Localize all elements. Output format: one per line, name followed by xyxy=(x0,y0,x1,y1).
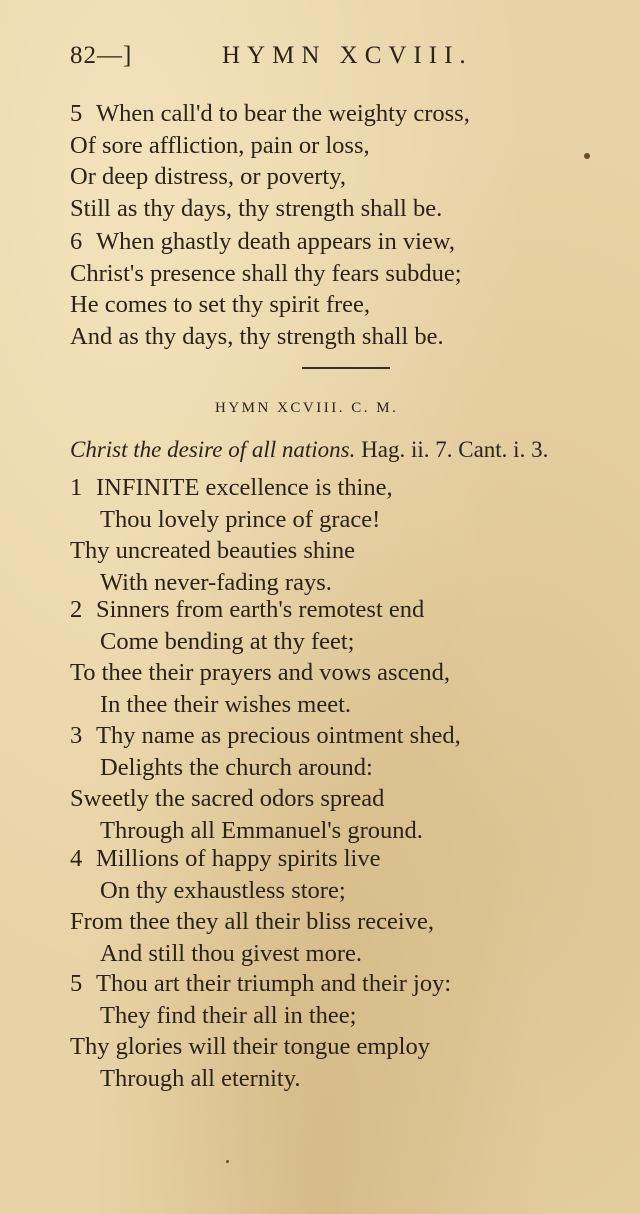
section-divider xyxy=(302,367,390,369)
hymn-verse-5 xyxy=(70,968,630,1094)
verse-line: Sweetly the sacred odors spread xyxy=(70,785,385,812)
verse-line: Thou art their triumph and their joy: xyxy=(96,970,452,997)
verse-line: Through all eternity. xyxy=(100,1064,301,1092)
subtitle-theme: Christ the desire of all nations. xyxy=(70,437,356,462)
verse-line: Millions of happy spirits live xyxy=(96,845,381,872)
page-header xyxy=(70,42,630,82)
verse-line: With never-fading rays. xyxy=(100,568,332,596)
prev-hymn-verse-5 xyxy=(70,98,630,224)
verse-number: 4 xyxy=(70,845,83,872)
verse-line: Thy name as precious ointment shed, xyxy=(96,722,461,749)
verse-number: 2 xyxy=(70,596,83,623)
verse-number: 3 xyxy=(70,722,83,749)
verse-number: 6 xyxy=(70,228,83,255)
verse-number: 5 xyxy=(70,100,83,127)
page-number: 82—] xyxy=(70,42,133,69)
verse-number: 1 xyxy=(70,474,83,501)
verse-line: In thee their wishes meet. xyxy=(100,690,352,718)
verse-line: From thee they all their bliss receive, xyxy=(70,908,434,935)
verse-line: Through all Emmanuel's ground. xyxy=(100,816,423,844)
verse-line: They find their all in thee; xyxy=(100,1001,357,1029)
ink-speck xyxy=(584,153,590,159)
hymn-verse-4 xyxy=(70,843,630,969)
hymn-verse-1 xyxy=(70,472,630,598)
verse-line: Still as thy days, thy strength shall be. xyxy=(70,194,443,222)
verse-line: Come bending at thy feet; xyxy=(100,627,355,655)
running-title: HYMN XCVIII. xyxy=(222,42,473,69)
verse-line: To thee their prayers and vows ascend, xyxy=(70,659,450,686)
verse-line: INFINITE excellence is thine, xyxy=(96,474,393,501)
verse-line: And as thy days, thy strength shall be. xyxy=(70,322,444,350)
hymn-verse-3 xyxy=(70,720,630,846)
verse-line: Thy glories will their tongue employ xyxy=(70,1033,430,1060)
verse-line: Of sore affliction, pain or loss, xyxy=(70,131,370,159)
verse-line: When ghastly death appears in view, xyxy=(96,228,455,255)
ink-speck xyxy=(226,1160,229,1163)
verse-line: Thy uncreated beauties shine xyxy=(70,537,356,564)
hymn-verse-2 xyxy=(70,594,630,720)
verse-line: When call'd to bear the weighty cross, xyxy=(96,100,470,127)
verse-line: Delights the church around: xyxy=(100,753,373,781)
verse-line: Or deep distress, or poverty, xyxy=(70,163,347,190)
hymn-heading: HYMN XCVIII. C. M. xyxy=(215,400,399,416)
verse-line: And still thou givest more. xyxy=(100,939,362,967)
verse-line: Christ's presence shall thy fears subdue; xyxy=(70,259,462,287)
verse-number: 5 xyxy=(70,970,83,997)
verse-line: He comes to set thy spirit free, xyxy=(70,291,371,318)
subtitle-reference: Hag. ii. 7. Cant. i. 3. xyxy=(361,437,549,462)
prev-hymn-verse-6 xyxy=(70,226,630,352)
verse-line: On thy exhaustless store; xyxy=(100,876,346,904)
verse-line: Sinners from earth's remotest end xyxy=(96,596,425,623)
verse-line: Thou lovely prince of grace! xyxy=(100,505,381,533)
hymn-subtitle xyxy=(70,437,548,463)
